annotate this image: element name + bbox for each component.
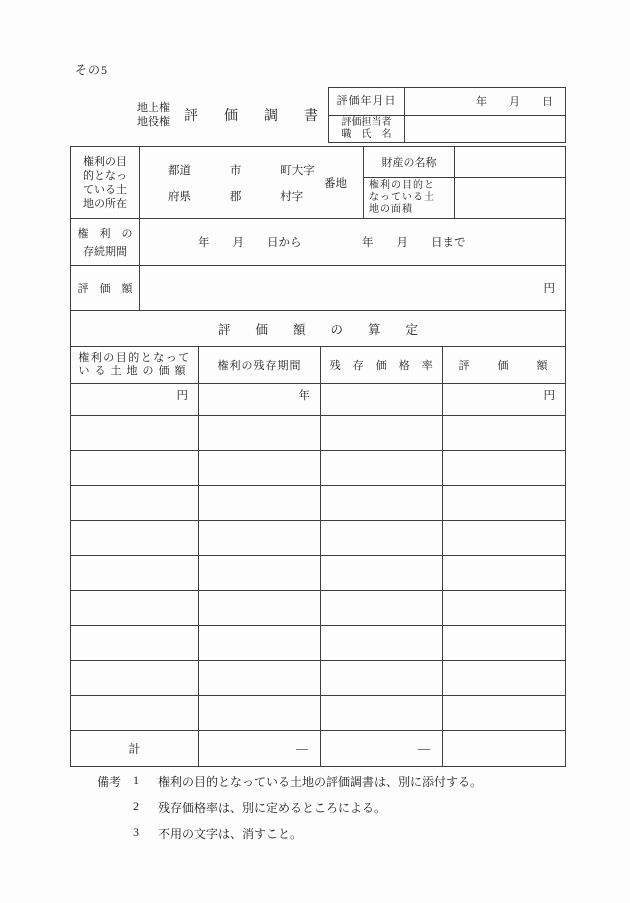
calc-empty-cell (199, 696, 321, 730)
remark-1-text: 権利の目的となっている土地の評価調書は、別に添付する。 (158, 775, 483, 789)
calc-empty-cell (71, 521, 199, 555)
total-col4-empty (443, 731, 565, 766)
eval-date-value: 年 月 日 (476, 96, 553, 109)
duration-row (71, 219, 565, 266)
fuken-label: 府県 (168, 191, 191, 203)
calc-empty-cell (443, 696, 565, 730)
calc-empty-cell (443, 626, 565, 660)
duration-label-line2: 存続期間 (83, 246, 127, 259)
duration-value (140, 219, 565, 265)
right-type-list (137, 101, 170, 129)
calc-empty-cell (199, 486, 321, 520)
land-location-label (71, 147, 140, 218)
total-col3-dash: ― (321, 731, 443, 766)
calc-empty-cell (199, 591, 321, 625)
calc-empty-row-5 (71, 556, 565, 591)
calc-empty-cell (71, 591, 199, 625)
unit-col3-empty (321, 384, 443, 415)
remarks-block (97, 773, 482, 851)
right-type-chijoken: 地上権 (137, 102, 170, 114)
remark-3-number: 3 (133, 825, 139, 839)
evaluator-value (405, 116, 565, 143)
calc-empty-cell (71, 696, 199, 730)
calc-empty-row-6 (71, 591, 565, 626)
land-location-label-line4: 地の所在 (83, 198, 127, 210)
calc-empty-cell (443, 661, 565, 695)
cho-oaza-label: 町大字 (280, 165, 315, 177)
calc-empty-cell (321, 521, 443, 555)
land-area-label-line2: なっている土 (369, 192, 435, 203)
calc-empty-cell (71, 451, 199, 485)
calc-empty-cell (443, 556, 565, 590)
calc-empty-cell (321, 626, 443, 660)
calc-empty-cell (321, 661, 443, 695)
mura-aza-label: 村字 (280, 191, 304, 203)
calc-empty-cell (199, 626, 321, 660)
calc-header-row (71, 347, 565, 384)
calc-empty-cell (443, 486, 565, 520)
calc-col3-header: 残 存 価 格 率 (321, 347, 443, 383)
gun-label: 郡 (229, 191, 242, 203)
calc-empty-row-2 (71, 451, 565, 486)
calc-section-title-text: 評 価 額 の 算 定 (217, 322, 418, 337)
total-col2-dash: ― (199, 731, 321, 766)
calc-empty-cell (71, 416, 199, 450)
calc-empty-cell (71, 486, 199, 520)
remark-1-number: 1 (133, 773, 139, 787)
land-location-value (140, 147, 364, 218)
property-name-value (455, 147, 565, 177)
duration-label (71, 219, 140, 265)
banchi-label: 番地 (324, 178, 347, 190)
calc-empty-cell (199, 451, 321, 485)
calc-col1-header-line1: 権利の目的となって (78, 352, 191, 364)
calc-empty-cell (71, 556, 199, 590)
calc-empty-cell (199, 661, 321, 695)
unit-col1-yen: 円 (71, 384, 199, 415)
calc-empty-cell (199, 521, 321, 555)
land-area-label (364, 178, 455, 218)
total-label: 計 (71, 731, 199, 766)
calc-empty-cell (321, 451, 443, 485)
land-area-value (455, 178, 565, 218)
total-row (71, 731, 565, 766)
remark-line-1 (97, 773, 482, 790)
calc-col1-header (71, 347, 199, 383)
remarks-label-spacer-2 (97, 799, 133, 816)
calc-empty-cell (443, 521, 565, 555)
duration-from: 年 月 日から (198, 237, 302, 249)
duration-label-line1: 権 利 の (77, 227, 133, 240)
land-location-label-line3: ている土 (83, 184, 127, 196)
calc-empty-cell (321, 416, 443, 450)
remarks-label: 備考 (97, 775, 122, 789)
calc-empty-cell (199, 416, 321, 450)
calc-empty-cell (71, 626, 199, 660)
remark-2-text: 残存価格率は、別に定めるところによる。 (158, 801, 387, 815)
amount-row (71, 266, 565, 311)
calc-empty-row-4 (71, 521, 565, 556)
calc-col4-header: 評 価 額 (458, 360, 550, 372)
land-area-row (364, 178, 565, 218)
calc-empty-row-3 (71, 486, 565, 521)
calc-unit-row (71, 384, 565, 416)
property-info-cell (364, 147, 565, 218)
page-title: 評 価 調 書 (184, 109, 324, 124)
remark-line-3 (97, 825, 482, 842)
land-location-row (71, 147, 565, 219)
calc-empty-cell (321, 591, 443, 625)
evaluator-row (329, 116, 565, 143)
amount-unit-yen: 円 (543, 283, 555, 295)
unit-col2-year: 年 (199, 384, 321, 415)
form-number: その5 (75, 63, 109, 77)
evaluation-header-box (328, 87, 566, 143)
eval-date-label: 評価年月日 (329, 88, 405, 115)
land-location-label-line2: 的となっ (83, 170, 127, 182)
calc-empty-row-7 (71, 626, 565, 661)
evaluator-label-line1: 評価担当者 (341, 116, 392, 128)
calc-empty-row-1 (71, 416, 565, 451)
property-name-row (364, 147, 565, 178)
property-name-label: 財産の名称 (364, 147, 455, 177)
evaluation-form-table (70, 146, 566, 767)
land-area-label-line1: 権利の目的と (369, 180, 435, 191)
todou-label: 都道 (168, 165, 191, 177)
amount-label: 評 価 額 (71, 266, 140, 310)
calc-empty-cell (321, 486, 443, 520)
calc-col2-header: 権利の残存期間 (199, 347, 321, 383)
right-type-chiekiken: 地役権 (137, 116, 170, 128)
location-line-county (140, 188, 303, 204)
calc-empty-row-9 (71, 696, 565, 731)
duration-to: 年 月 日まで (362, 237, 466, 249)
shi-label: 市 (229, 165, 242, 177)
unit-col4-yen: 円 (543, 390, 555, 402)
remark-line-2 (97, 799, 482, 816)
remark-3-text: 不用の文字は、消すこと。 (158, 827, 303, 841)
calc-empty-cell (71, 661, 199, 695)
calc-empty-row-8 (71, 661, 565, 696)
calc-section-title (71, 311, 565, 347)
calc-empty-cell (443, 451, 565, 485)
remarks-label-spacer-3 (97, 825, 133, 842)
calc-empty-cell (321, 556, 443, 590)
evaluator-label (329, 116, 405, 143)
evaluator-label-line2: 職 氏 名 (341, 128, 392, 140)
calc-empty-cell (321, 696, 443, 730)
calc-col1-header-line2: いる土地の価額 (78, 365, 191, 377)
calc-empty-cell (199, 556, 321, 590)
amount-value (140, 266, 565, 310)
calc-empty-cell (443, 416, 565, 450)
land-location-label-line1: 権利の目 (83, 156, 127, 168)
remark-2-number: 2 (133, 799, 139, 813)
eval-date-row (329, 88, 565, 116)
land-area-label-line3: 地の面積 (369, 204, 413, 215)
title-block (137, 101, 324, 129)
calc-empty-cell (443, 591, 565, 625)
location-line-prefecture (140, 162, 315, 178)
